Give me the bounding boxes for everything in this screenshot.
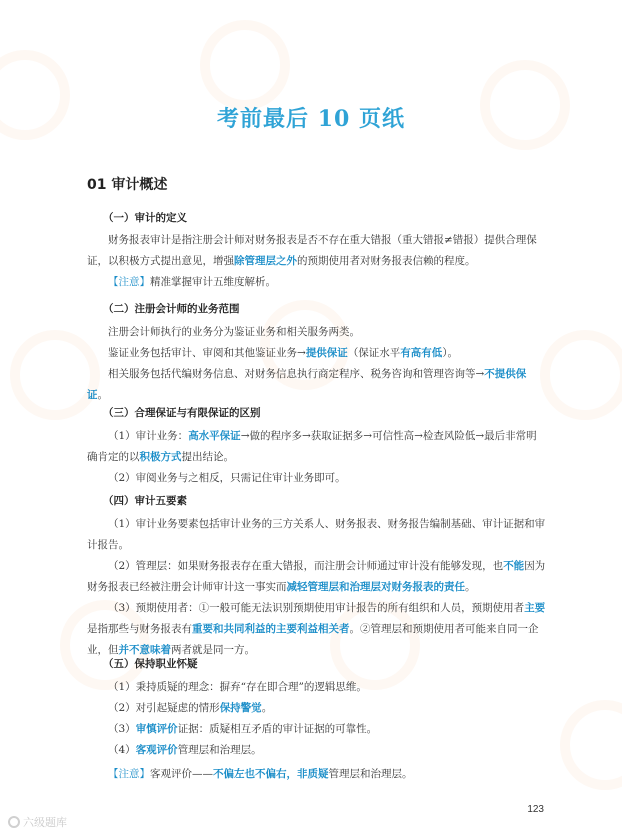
paragraph-skepticism-2: （2）对引起疑虑的情形保持警觉。 <box>108 702 273 714</box>
note-label: 【注意】 <box>108 276 150 288</box>
watermark-ring <box>560 700 622 790</box>
highlight-text: 重要和共同利益的主要利益相关者 <box>192 623 350 635</box>
highlight-text: 减轻管理层和治理层对财务报表的责任 <box>286 581 465 593</box>
highlight-text: 不能 <box>503 560 525 572</box>
paragraph-skepticism-4: （4）客观评价管理层和治理层。 <box>108 744 262 756</box>
paragraph-assurance-2: （2）审阅业务与之相反，只需记住审计业务即可。 <box>108 472 346 484</box>
highlight-text: 主要 <box>524 602 546 614</box>
highlight-text: 并不意味着 <box>118 644 171 656</box>
highlight-text: 客观评价 <box>135 744 178 756</box>
highlight-text: 高水平保证 <box>188 430 241 442</box>
paragraph-skepticism-1: （1）秉持质疑的理念：摒弃“存在即合理”的逻辑思维。 <box>108 681 367 693</box>
paragraph-elements-3: （3）预期使用者：①一般可能无法识别预期使用审计报告的所有组织和人员，预期使用者主要是指那些与财务报表有重要和共同利益的主要利益相关者。②管理层和预期使用者可能来自同一企业，但并不意味着两者就是同一方。 <box>87 602 546 656</box>
paragraph-scope-2: 鉴证业务包括审计、审阅和其他鉴证业务→提供保证（保证水平有高有低）。 <box>108 347 459 359</box>
note-skepticism: 【注意】客观评价——不偏左也不偏右，非质疑管理层和治理层。 <box>108 768 413 780</box>
highlight-text: 保持警觉 <box>219 702 262 714</box>
highlight-text: 积极方式 <box>139 451 182 463</box>
subsection-title-skepticism: （五）保持职业怀疑 <box>103 658 198 670</box>
paragraph-scope-1: 注册会计师执行的业务分为鉴证业务和相关服务两类。 <box>108 326 360 338</box>
logo-icon <box>8 816 20 828</box>
watermark-ring <box>540 330 622 420</box>
note-definition: 【注意】精准掌握审计五维度解析。 <box>108 276 276 288</box>
highlight-text: 不提供保证 <box>87 368 527 401</box>
subsection-title-definition: （一）审计的定义 <box>103 212 187 224</box>
paragraph-skepticism-3: （3）审慎评价证据：质疑相互矛盾的审计证据的可靠性。 <box>108 723 378 735</box>
highlight-text: 不偏左也不偏右，非质疑 <box>213 768 329 780</box>
note-label: 【注意】 <box>108 768 150 780</box>
logo-text: 六级题库 <box>23 816 67 829</box>
highlight-text: 提供保证 <box>305 347 348 359</box>
highlight-text: 除管理层之外 <box>234 255 297 267</box>
highlight-text: 审慎评价 <box>135 723 178 735</box>
highlight-text: 有高有低 <box>400 347 443 359</box>
page-number: 123 <box>527 804 544 815</box>
section-title: 01 审计概述 <box>87 177 168 193</box>
site-logo <box>8 814 67 830</box>
paragraph-assurance-1: （1）审计业务：高水平保证→做的程序多→获取证据多→可信性高→检查风险低→最后非常明确肯定的以积极方式提出结论。 <box>87 430 537 463</box>
paragraph-definition: 财务报表审计是指注册会计师对财务报表是否不存在重大错报（重大错报≠错报）提供合理保证，以积极方式提出意见，增强除管理层之外的预期使用者对财务报表信赖的程度。 <box>87 234 537 267</box>
subsection-title-elements: （四）审计五要素 <box>103 495 187 507</box>
watermark-ring <box>200 20 290 110</box>
page-title: 考前最后 10 页纸 <box>217 106 405 132</box>
paragraph-scope-3: 相关服务包括代编财务信息、对财务信息执行商定程序、税务咨询和管理咨询等→不提供保证。 <box>87 368 527 401</box>
subsection-title-assurance: （三）合理保证与有限保证的区别 <box>103 407 261 419</box>
paragraph-elements-1: （1）审计业务要素包括审计业务的三方关系人、财务报表、财务报告编制基础、审计证据和审计报告。 <box>87 518 546 551</box>
paragraph-elements-2: （2）管理层：如果财务报表存在重大错报，而注册会计师通过审计没有能够发现，也不能因为财务报表已经被注册会计师审计这一事实而减轻管理层和治理层对财务报表的责任。 <box>87 560 546 593</box>
subsection-title-scope: （二）注册会计师的业务范围 <box>103 303 240 315</box>
